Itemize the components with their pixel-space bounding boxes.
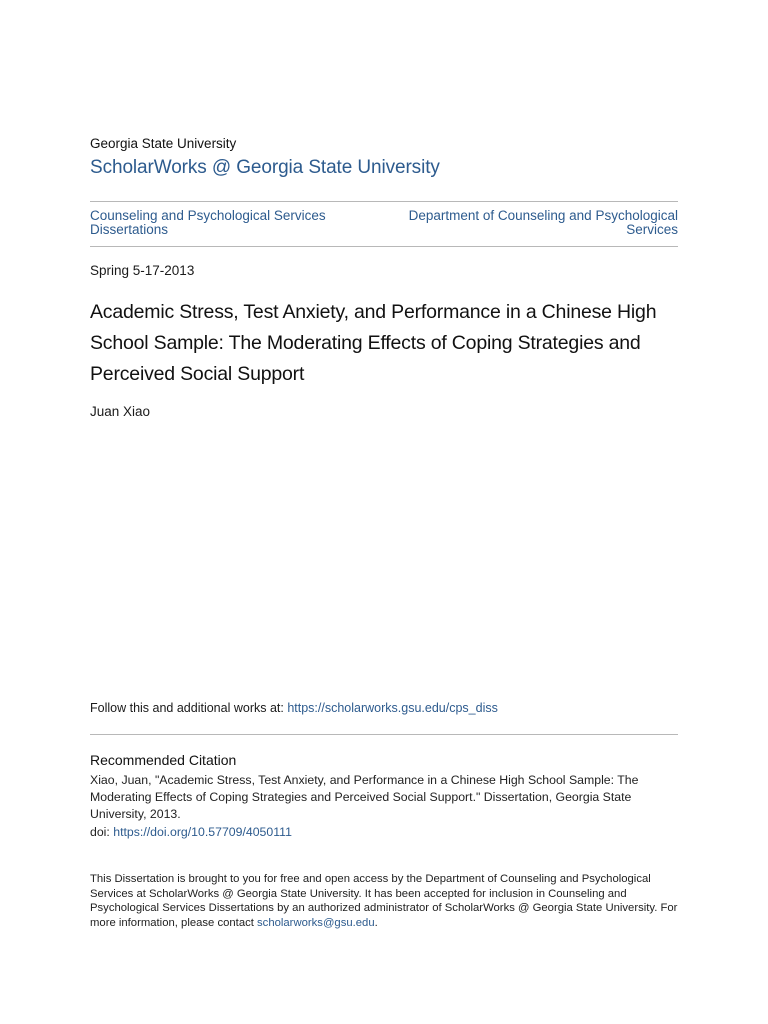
doi-prefix: doi: bbox=[90, 824, 114, 839]
divider-top bbox=[90, 201, 678, 202]
access-notice bbox=[90, 872, 678, 931]
notice-text: This Dissertation is brought to you for free and open access by the Department of Counseling and Psychological Services at ScholarWorks @ Georgia State University. It has been accepted for inclusion in Counseling and Psychological Services Dissertations by an authorized administrator of ScholarWorks @ Georgia State University. For more information, please contact bbox=[90, 873, 678, 930]
cover-page bbox=[90, 0, 678, 1024]
publication-date: Spring 5-17-2013 bbox=[90, 263, 195, 278]
divider-citation bbox=[90, 734, 678, 735]
collections-row bbox=[90, 209, 678, 237]
document-title: Academic Stress, Test Anxiety, and Performance in a Chinese High School Sample: The Moderating Effects of Coping Strategies and Perceived Social Support bbox=[90, 301, 657, 385]
author-name: Juan Xiao bbox=[90, 404, 151, 419]
follow-url-link[interactable]: https://scholarworks.gsu.edu/cps_diss bbox=[287, 701, 498, 715]
citation-block bbox=[90, 772, 678, 841]
contact-email-link[interactable]: scholarworks@gsu.edu bbox=[257, 917, 375, 930]
divider-collections bbox=[90, 246, 678, 247]
series-link[interactable]: Counseling and Psychological Services Dissertations bbox=[90, 208, 326, 237]
follow-prefix: Follow this and additional works at: bbox=[90, 701, 288, 715]
recommended-citation-heading: Recommended Citation bbox=[90, 752, 237, 768]
citation-text: Xiao, Juan, "Academic Stress, Test Anxiety, and Performance in a Chinese High School Sample: The Moderating Effects of Coping Strategies and Perceived Social Support." Dissertation, Georgia State University, 2013. bbox=[90, 773, 639, 822]
follow-line bbox=[90, 701, 498, 715]
repository-link[interactable]: ScholarWorks @ Georgia State University bbox=[90, 157, 440, 178]
doi-link[interactable]: https://doi.org/10.57709/4050111 bbox=[113, 824, 292, 839]
doi-line bbox=[90, 824, 678, 841]
institution-name: Georgia State University bbox=[90, 136, 237, 151]
department-link[interactable]: Department of Counseling and Psychological Services bbox=[408, 208, 678, 237]
notice-suffix: . bbox=[374, 917, 378, 930]
